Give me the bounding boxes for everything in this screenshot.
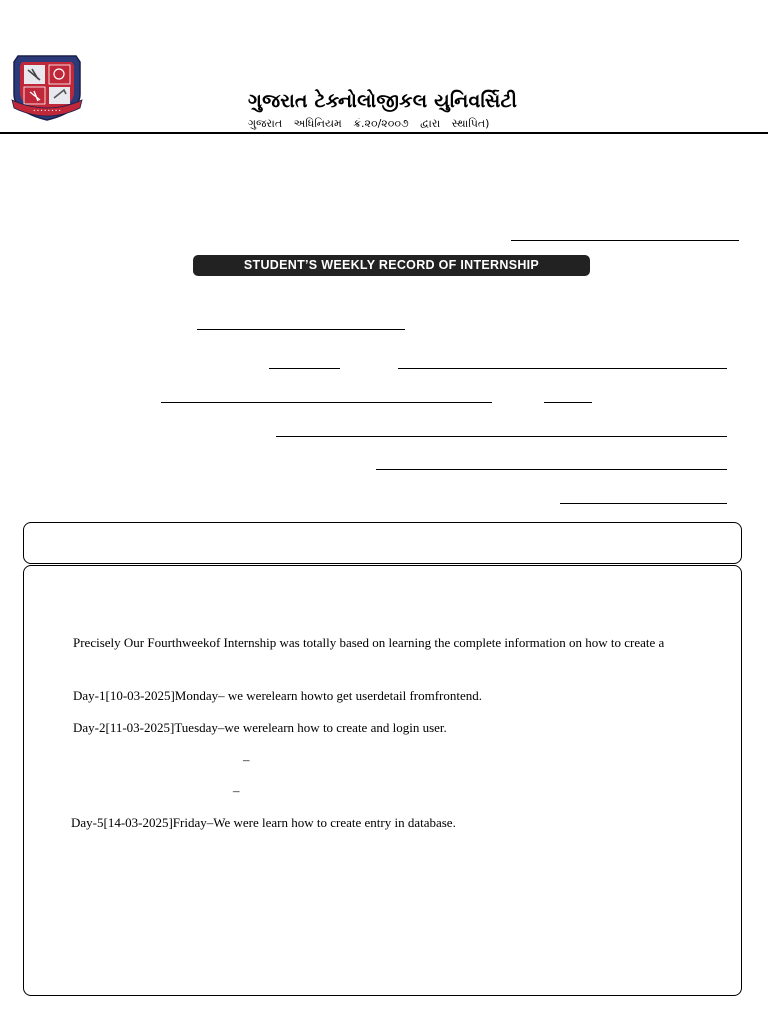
record-entry-day4: –: [233, 783, 240, 798]
record-entry-day3: –: [243, 752, 250, 767]
blank-line-3a: [161, 402, 492, 403]
record-entry-day2: Day-2[11-03-2025]Tuesday–we werelearn how to create and login user.: [73, 720, 447, 735]
blank-line-5: [376, 469, 727, 470]
university-logo: [8, 50, 86, 124]
document-title: STUDENT’S WEEKLY RECORD OF INTERNSHIP: [193, 255, 590, 276]
blank-line-3b: [544, 402, 592, 403]
header-rule: [0, 132, 768, 134]
record-entry-day1: Day-1[10-03-2025]Monday– we werelearn howto get userdetail fromfrontend.: [73, 688, 483, 703]
blank-line-2b: [398, 368, 727, 369]
university-name: ગુજરાત ટેક્નોલોજીકલ યુનિવર્સિટી: [248, 90, 518, 112]
blank-line-1: [197, 329, 405, 330]
section-header-box: [23, 522, 742, 564]
blank-line-6: [560, 503, 727, 504]
weekly-record-box: [23, 565, 742, 996]
svg-text:• • • • • • • •: • • • • • • • •: [33, 108, 61, 113]
blank-line-4: [276, 436, 727, 437]
university-subtitle: ગુજરાત અધિનિયમ ક્રં.૨૦/૨૦૦૭ દ્વારા સ્થાપિત): [248, 117, 490, 130]
blank-line-2a: [269, 368, 340, 369]
record-entry-day5: Day-5[14-03-2025]Friday–We were learn how to create entry in database.: [71, 815, 456, 830]
record-summary: Precisely Our Fourthweekof Internship was totally based on learning the complete information on how to create a: [73, 635, 665, 650]
blank-line-date: [511, 240, 739, 241]
